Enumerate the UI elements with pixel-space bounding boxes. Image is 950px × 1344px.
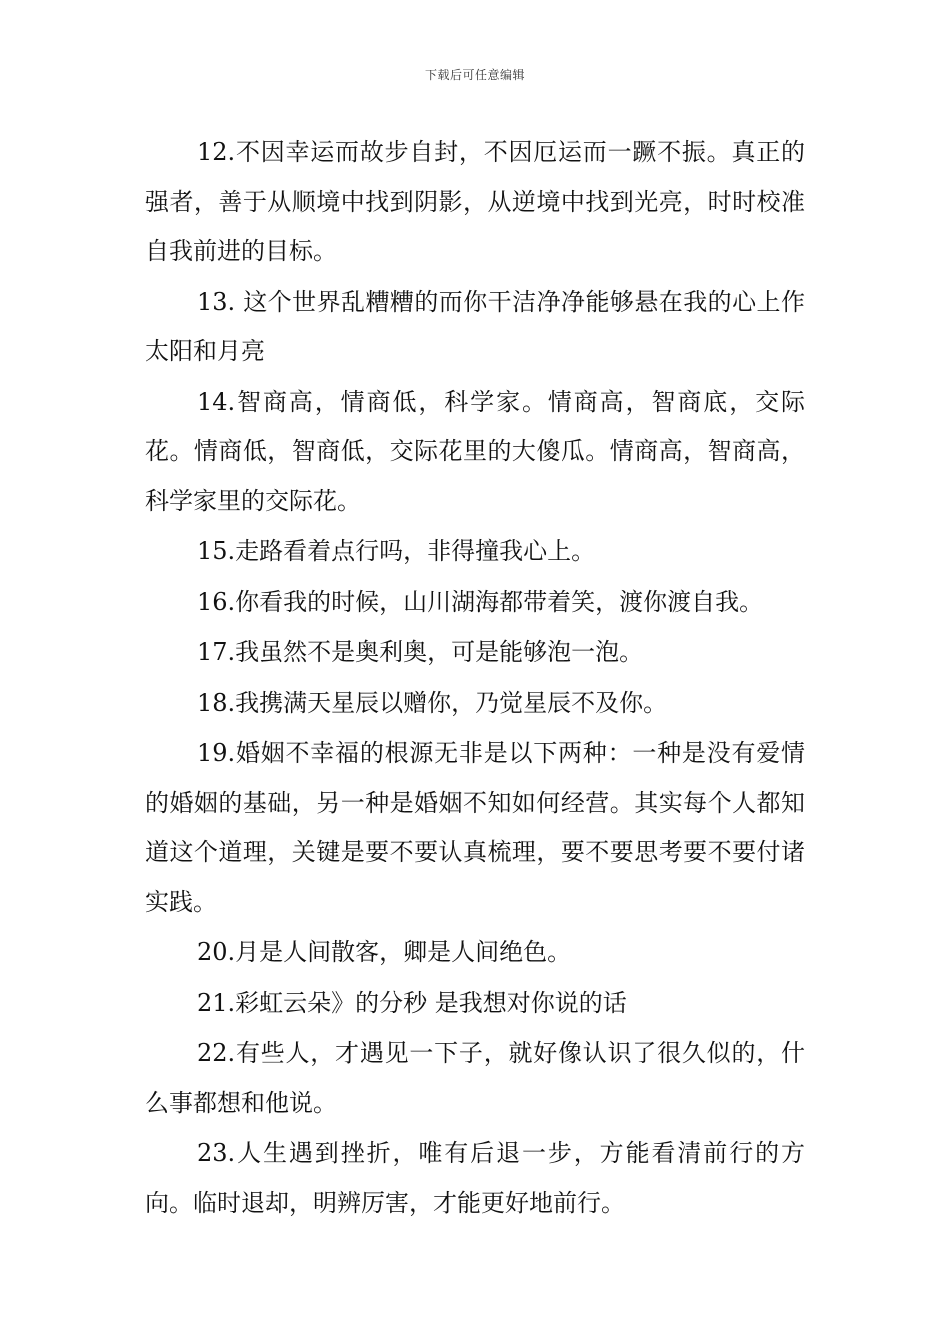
paragraph-14: 14.智商高，情商低，科学家。情商高，智商底，交际花。情商低，智商低，交际花里的大傻瓜。情商高，智商高，科学家里的交际花。 [145,387,805,515]
paragraph-18: 18.我携满天星辰以赠你，乃觉星辰不及你。 [197,688,668,717]
paragraph-22: 22.有些人，才遇见一下子，就好像认识了很久似的，什么事都想和他说。 [145,1039,805,1117]
paragraph-12: 12.不因幸运而故步自封，不因厄运而一蹶不振。真正的强者，善于从顺境中找到阴影，从逆境中找到光亮，时时校准自我前进的目标。 [145,138,805,265]
page-header: 下载后可任意编辑 [424,68,525,82]
paragraph-23: 23.人生遇到挫折，唯有后退一步，方能看清前行的方向。临时退却，明辨厉害，才能更好地前行。 [145,1139,805,1217]
paragraph-13: 13. 这个世界乱糟糟的而你干洁净净能够悬在我的心上作太阳和月亮 [145,287,805,365]
paragraph-21: 21.彩虹云朵》的分秒 是我想对你说的话 [197,988,627,1017]
paragraph-16: 16.你看我的时候，山川湖海都带着笑，渡你渡自我。 [197,587,764,616]
document-body [145,128,805,1229]
paragraph-15: 15.走路看着点行吗，非得撞我心上。 [197,537,596,565]
paragraph-20: 20.月是人间散客，卿是人间绝色。 [197,938,572,966]
paragraph-19: 19.婚姻不幸福的根源无非是以下两种：一种是没有爱情的婚姻的基础，另一种是婚姻不知如何经营。其实每个人都知道这个道理，关键是要不要认真梳理，要不要思考要不要付诸实践。 [145,739,805,916]
paragraph-17: 17.我虽然不是奥利奥，可是能够泡一泡。 [197,638,644,666]
